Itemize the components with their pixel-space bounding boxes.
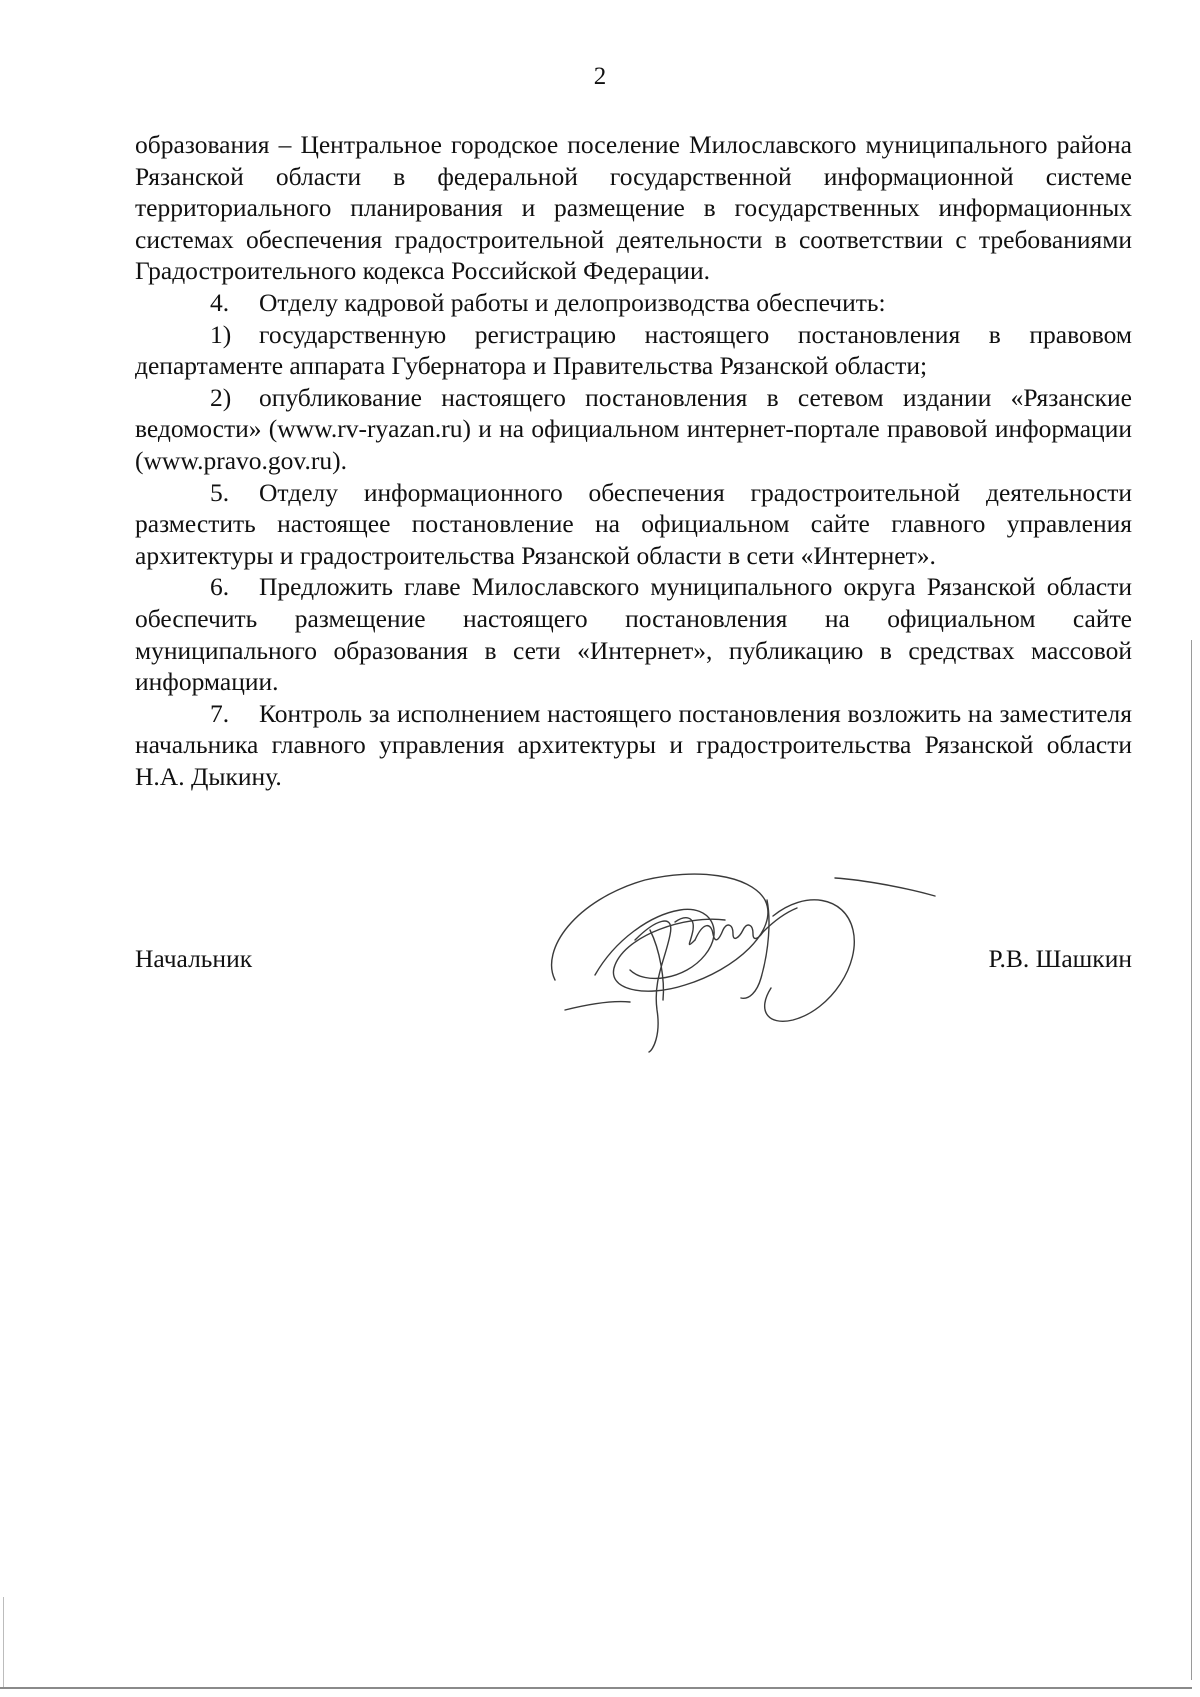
subitem-number-4-1: 1) [210, 319, 232, 349]
subitem-number-4-2: 2) [210, 382, 232, 412]
item-number-5: 5. [210, 477, 230, 507]
scan-edge-right [1191, 640, 1192, 1680]
subitem-text-4-2: опубликование настоящего постановления в сетевом издании «Рязанские ведомости» (www.rv-ryazan.ru) и на официальном интернет-портале правовой информации (www.pravo.gov.ru). [135, 382, 1132, 475]
item-text-7: Контроль за исполнением настоящего постановления возложить на заместителя начальника главного управления архитектуры и градостроительства Рязанской области Н.А. Дыкину. [135, 698, 1132, 791]
paragraph-subitem-4-1 [135, 319, 1132, 382]
item-number-6: 6. [210, 572, 230, 602]
page-number: 2 [593, 63, 607, 90]
signatory-name: Р.В. Шашкин [988, 944, 1132, 973]
item-text-5: Отделу информационного обеспечения градостроительной деятельности разместить настоящее постановление на официальном сайте главного управления архитектуры и градостроительства Рязанской области в сети «Интернет». [135, 477, 1132, 570]
subitem-text-4-1: государственную регистрацию настоящего постановления в правовом департаменте аппарата Губернатора и Правительства Рязанской области; [135, 319, 1132, 381]
item-number-7: 7. [210, 698, 230, 728]
paragraph-item-5 [135, 477, 1132, 572]
item-text-6: Предложить главе Милославского муниципального округа Рязанской области обеспечить размещение настоящего постановления на официальном сайте муниципального образования в сети «Интернет», публикацию в средствах массовой информации. [135, 572, 1132, 697]
paragraph-continuation: образования – Центральное городское поселение Милославского муниципального района Рязанской области в федеральной государственной информационной системе территориального планирования и размещение в государственных информационных системах обеспечения градостроительной деятельности в соответствии с требованиями Градостроительного кодекса Российской Федерации. [135, 130, 1132, 286]
paragraph-subitem-4-2 [135, 382, 1132, 477]
scan-edge-left [3, 1597, 4, 1687]
item-number-4: 4. [210, 287, 230, 317]
document-body [135, 129, 1132, 792]
paragraph-item-6 [135, 571, 1132, 697]
signatory-title: Начальник [135, 944, 253, 973]
signature-block [135, 944, 1132, 984]
paragraph-item-4 [135, 287, 1132, 319]
paragraph-item-7 [135, 698, 1132, 793]
item-text-4: Отделу кадровой работы и делопроизводства обеспечить: [259, 287, 886, 317]
scan-edge-bottom [0, 1687, 1192, 1689]
